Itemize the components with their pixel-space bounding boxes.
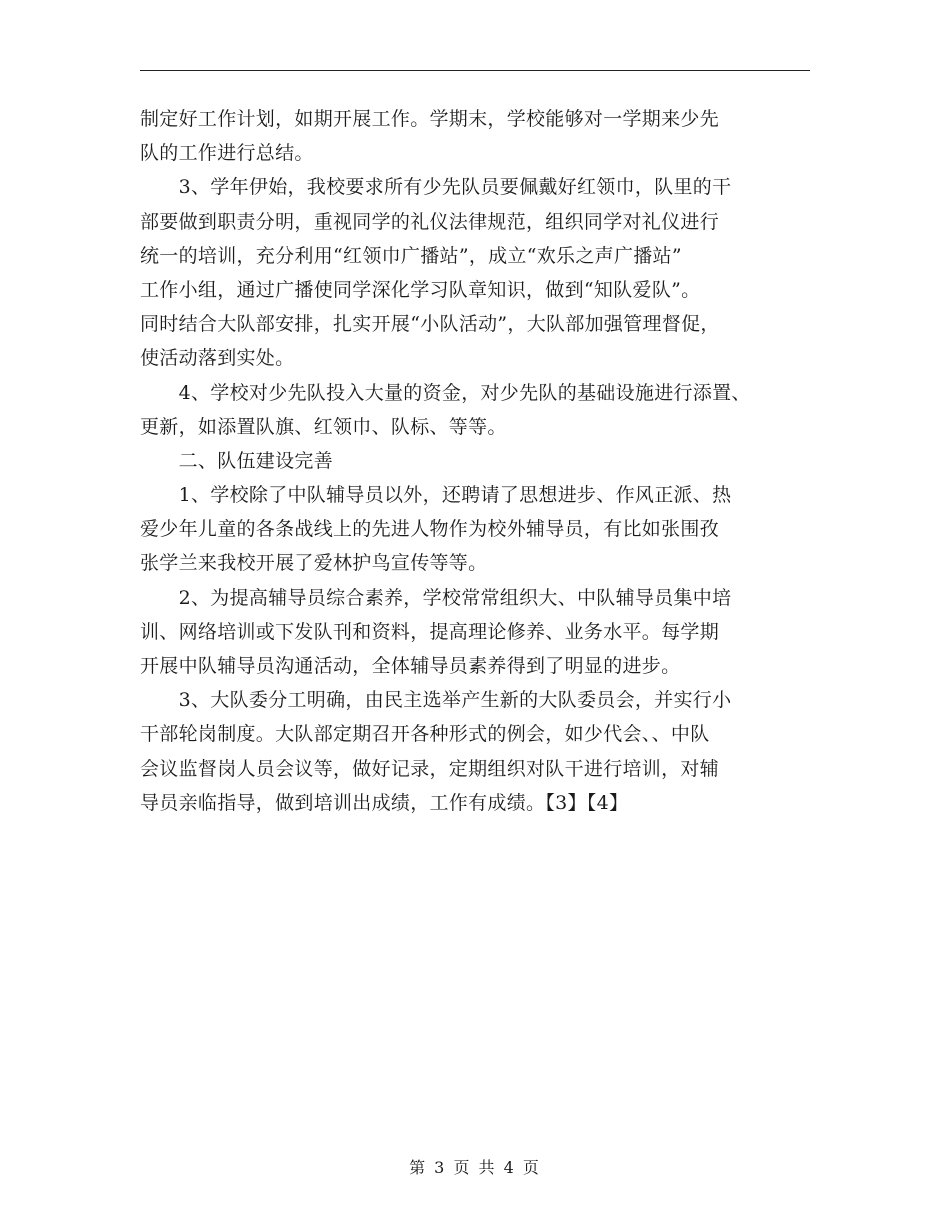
text-line: 张学兰来我校开展了爱林护鸟宣传等等。 — [140, 552, 488, 575]
text-line: 训、网络培训或下发队刊和资料，提高理论修养、业务水平。每学期 — [140, 620, 720, 643]
text-line: 制定好工作计划，如期开展工作。学期末，学校能够对一学期来少先 — [140, 108, 720, 130]
text-line: 2、为提高辅导员综合素养，学校常常组织大、中队辅导员集中培 — [140, 586, 732, 609]
body-text — [140, 102, 840, 820]
section-heading: 二、队伍建设完善 — [140, 449, 334, 472]
text-line: 爱少年儿童的各条战线上的先进人物作为校外辅导员，有比如张围孜 — [140, 518, 720, 541]
text-line: 部要做到职责分明，重视同学的礼仪法律规范，组织同学对礼仪进行 — [140, 210, 720, 233]
text-line: 同时结合大队部安排，扎实开展“小队活动”，大队部加强管理督促， — [140, 313, 720, 336]
text-line: 3、大队委分工明确，由民主选举产生新的大队委员会，并实行小 — [140, 689, 732, 712]
text-line: 1、学校除了中队辅导员以外，还聘请了思想进步、作风正派、热 — [140, 484, 732, 507]
header-rule — [140, 70, 810, 71]
text-line: 统一的培训，充分利用“红领巾广播站”，成立“欢乐之声广播站” — [140, 244, 682, 267]
text-line: 会议监督岗人员会议等，做好记录，定期组织对队干进行培训，对辅 — [140, 757, 720, 780]
text-line: 导员亲临指导，做到培训出成绩，工作有成绩。【3】【4】 — [140, 791, 629, 814]
text-line: 开展中队辅导员沟通活动，全体辅导员素养得到了明显的进步。 — [140, 655, 681, 677]
text-line: 使活动落到实处。 — [140, 347, 295, 370]
text-line: 更新，如添置队旗、红领巾、队标、等等。 — [140, 415, 507, 438]
text-line: 队的工作进行总结。 — [140, 142, 314, 165]
page-number: 第 3 页 共 4 页 — [409, 1158, 541, 1177]
text-line: 干部轮岗制度。大队部定期召开各种形式的例会，如少代会、、中队 — [140, 723, 710, 746]
text-line: 工作小组，通过广播使同学深化学习队章知识，做到“知队爱队”。 — [140, 278, 701, 301]
text-line: 4、学校对少先队投入大量的资金，对少先队的基础设施进行添置、 — [140, 381, 751, 404]
text-line: 3、学年伊始，我校要求所有少先队员要佩戴好红领巾，队里的干 — [140, 176, 732, 199]
